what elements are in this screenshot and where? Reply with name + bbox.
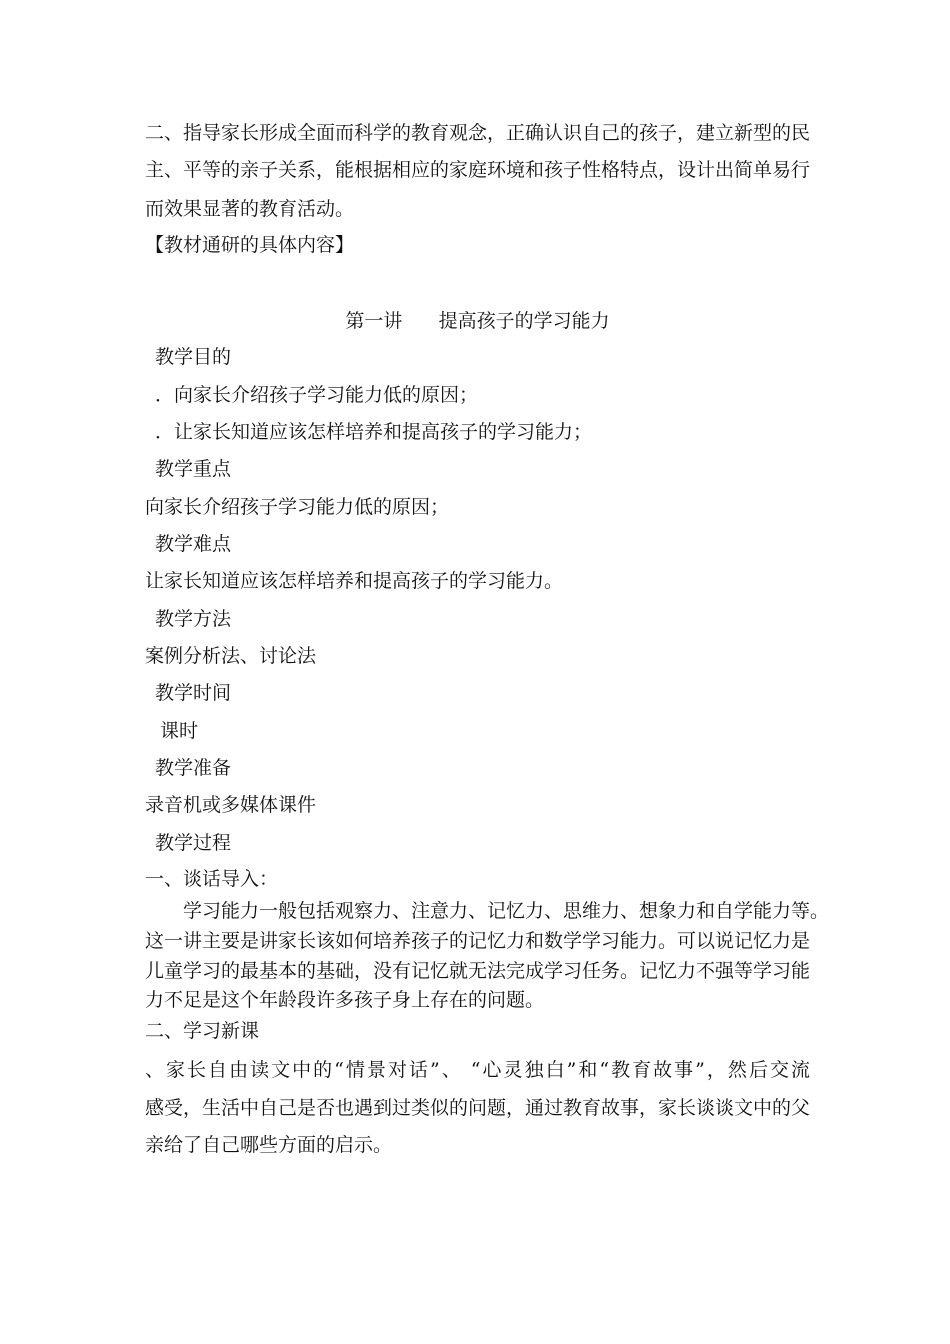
- difficulty-heading: 教学难点: [155, 533, 232, 555]
- step1-line-4: 力不足是这个年龄段许多孩子身上存在的问题。: [145, 989, 545, 1011]
- intro-line-1: 二、指导家长形成全面而科学的教育观念，正确认识自己的孩子，建立新型的民: [145, 122, 811, 144]
- time-heading: 教学时间: [155, 682, 232, 704]
- step1-line-2: 这一讲主要是讲家长该如何培养孩子的记忆力和数学学习能力。可以说记忆力是: [145, 930, 811, 952]
- method-heading: 教学方法: [155, 608, 232, 630]
- step1-heading: 一、谈话导入：: [145, 868, 279, 890]
- process-heading: 教学过程: [155, 832, 232, 854]
- preparation-text: 录音机或多媒体课件: [145, 794, 317, 816]
- section-heading: 【教材通研的具体内容】: [145, 234, 355, 256]
- step1-line-3: 儿童学习的最基本的基础，没有记忆就无法完成学习任务。记忆力不强等学习能: [145, 960, 811, 982]
- preparation-heading: 教学准备: [155, 757, 232, 779]
- difficulty-text: 让家长知道应该怎样培养和提高孩子的学习能力。: [145, 570, 564, 592]
- lecture-number: 第一讲: [345, 310, 403, 332]
- objective-item-1: ．向家长介绍孩子学习能力低的原因；: [155, 384, 479, 406]
- objective-item-2: ．让家长知道应该怎样培养和提高孩子的学习能力；: [155, 421, 593, 443]
- lecture-title: [145, 309, 810, 333]
- objectives-heading: 教学目的: [155, 346, 232, 368]
- intro-line-2: 主、平等的亲子关系，能根据相应的家庭环境和孩子性格特点，设计出简单易行: [145, 159, 811, 181]
- step2-line-2: 感受，生活中自己是否也遇到过类似的问题，通过教育故事，家长谈谈文中的父: [145, 1097, 811, 1119]
- step2-heading: 二、学习新课: [145, 1020, 260, 1042]
- step1-line-1: 学习能力一般包括观察力、注意力、记忆力、思维力、想象力和自学能力等。: [183, 900, 830, 922]
- time-text: 课时: [160, 720, 199, 742]
- key-point-text: 向家长介绍孩子学习能力低的原因；: [145, 496, 450, 518]
- key-point-heading: 教学重点: [155, 458, 232, 480]
- step2-line-1: 、家长自由读文中的“情景对话”、 “心灵独白”和“教育故事”，然后交流: [145, 1059, 810, 1081]
- step2-line-3: 亲给了自己哪些方面的启示。: [145, 1134, 393, 1156]
- intro-line-3: 而效果显著的教育活动。: [145, 198, 355, 220]
- method-text: 案例分析法、讨论法: [145, 645, 317, 667]
- lecture-name: 提高孩子的学习能力: [438, 310, 610, 332]
